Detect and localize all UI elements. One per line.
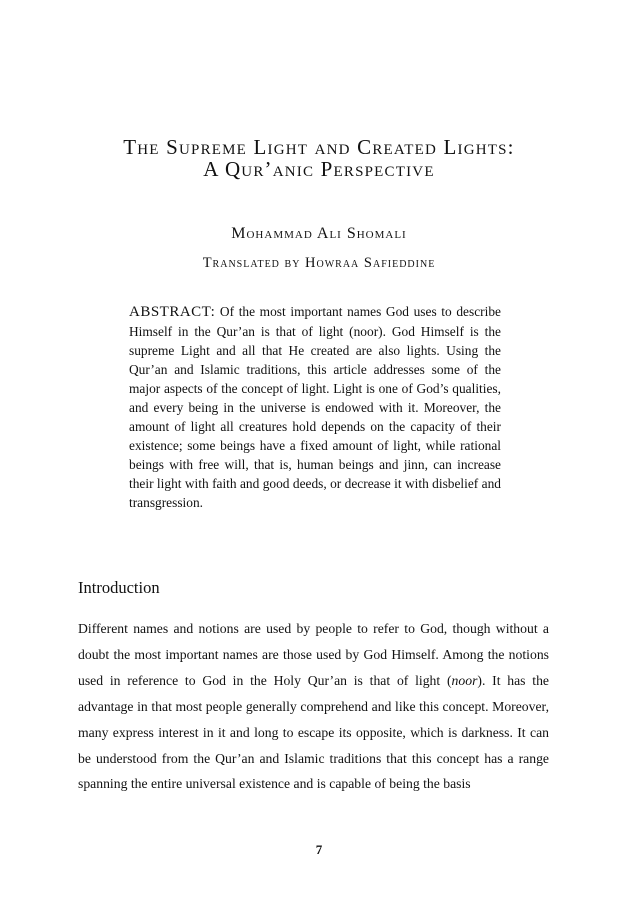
abstract-label: ABSTRACT:: [129, 304, 216, 320]
body-italic-term: noor: [451, 672, 478, 688]
body-text-before: Different names and notions are used by people to refer to God, though without a doubt the most important names are those used by God Himself. Among the notions used in reference to God in the Holy Qur’an is that of light (: [78, 621, 549, 688]
body-paragraph: [78, 616, 549, 797]
section-heading: Introduction: [78, 578, 160, 597]
abstract-text: Of the most important names God uses to describe Himself in the Qur’an is that of light (noor). God Himself is the supreme Light and all that He created are also lights. Using the Qur’an and Islamic traditions, this article addresses some of the major aspects of the concept of light. Light is one of God’s qualities, and every being in the universe is endowed with it. Moreover, the amount of light all creatures hold depends on the capacity of their existence; some beings have a fixed amount of light, while rational beings with free will, that is, human beings and jinn, can increase their light with faith and good deeds, or decrease it with disbelief and transgression.: [129, 304, 501, 510]
translator-credit: Translated by Howraa Safieddine: [202, 255, 436, 271]
page-number: 7: [315, 842, 323, 857]
title-line-2: A Qur’anic Perspective: [203, 157, 435, 181]
title-line-1: The Supreme Light and Created Lights:: [123, 135, 515, 159]
author-name: Mohammad Ali Shomali: [231, 225, 407, 242]
body-text-after: ). It has the advantage in that most people generally comprehend and like this concept. Moreover, many express interest in it and long to escape its opposite, which is darkness. It can be understood from the Qur’an and Islamic traditions that this concept has a range spanning the entire universal existence and is capable of being the basis: [78, 672, 549, 792]
abstract-paragraph: [129, 302, 501, 512]
